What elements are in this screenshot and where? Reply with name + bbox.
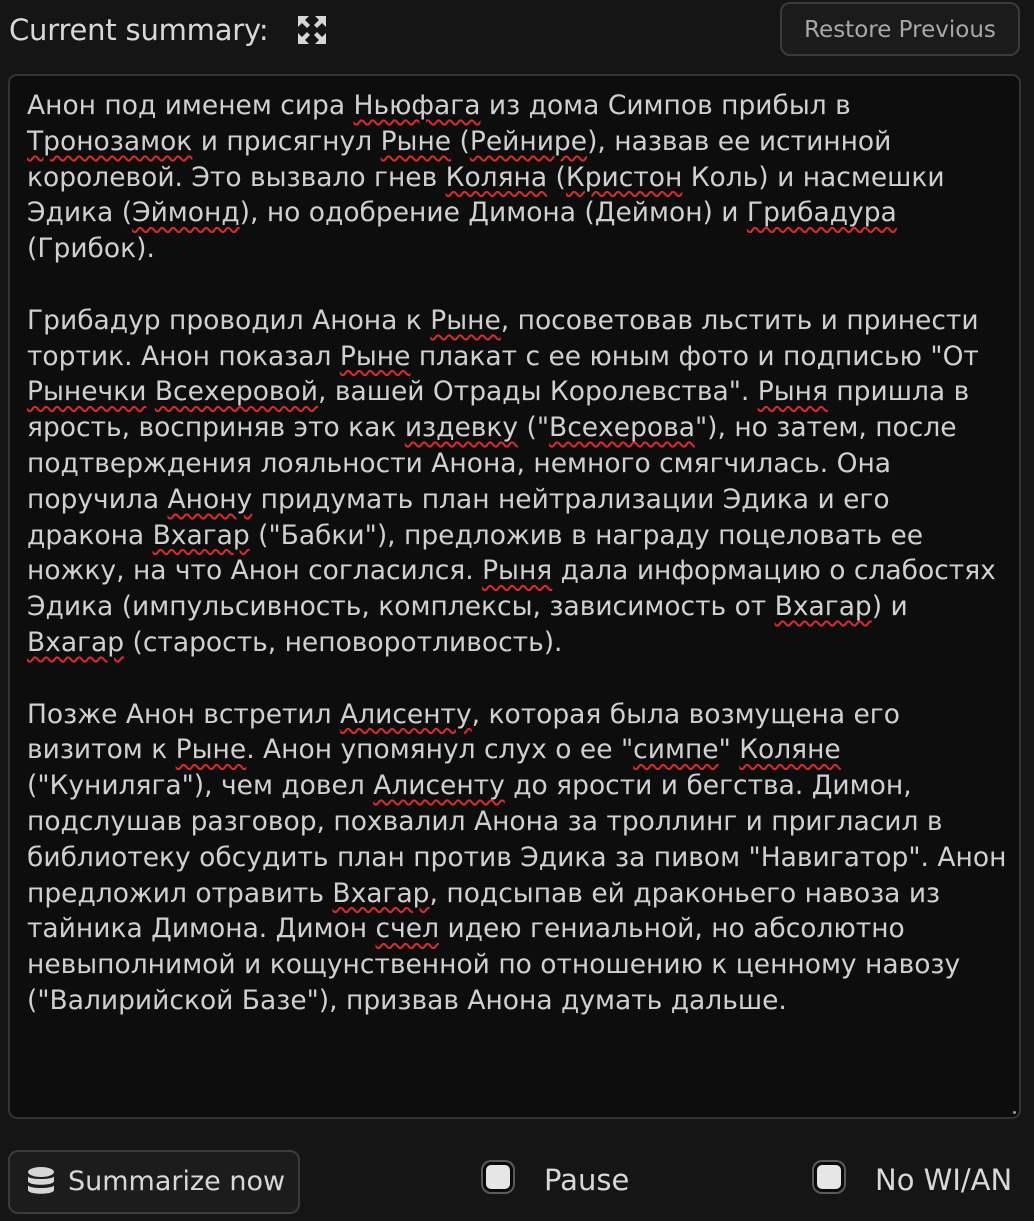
summary-textarea[interactable] (8, 74, 1021, 1119)
misspelled-word: Грибадура (746, 197, 897, 229)
misspelled-word: Рыня (482, 555, 553, 587)
text-run: дала информацию о слабостях Эдика (импульсивность, комплексы, зависимость от (27, 555, 996, 623)
text-run: , посоветовав льстить и принести тортик. Анон показал (27, 304, 979, 372)
summarize-now-label: Summarize now (68, 1166, 286, 1197)
misspelled-word: Рыне (380, 125, 452, 157)
misspelled-word: Рыня (757, 376, 828, 408)
summary-paragraph (27, 88, 1007, 267)
misspelled-word: Эймонд (132, 197, 240, 229)
text-run: ("Куниляга"), чем довел (27, 770, 374, 802)
misspelled-word: Вхагар (332, 877, 430, 909)
misspelled-word: Рыне (339, 340, 411, 372)
resize-grip[interactable] (1013, 1111, 1016, 1114)
text-run: плакат с ее юным фото и подписью "От (410, 340, 979, 372)
summary-text (27, 88, 1007, 1019)
text-run: идею гениальной, но абсолютно невыполнимой и кощунственной по отношению к ценному навозу ("Валирийской Базе"), призвав Анона думать дальше. (27, 913, 961, 1016)
misspelled-word: симпе (633, 734, 719, 766)
text-run: , подсыпав ей драконьего навоза из тайника Димона. Димон (27, 877, 941, 945)
text-run: Позже Анон встретил (27, 698, 341, 730)
text-run: ) и (871, 591, 908, 623)
text-run: (Грибок). (27, 233, 155, 265)
misspelled-word: Коляне (739, 734, 841, 766)
pause-label: Pause (544, 1163, 630, 1197)
misspelled-word: Ньюфага (353, 90, 481, 121)
text-run: ( (547, 161, 566, 193)
misspelled-word: Анону (167, 483, 253, 515)
restore-previous-button[interactable]: Restore Previous (780, 2, 1020, 56)
misspelled-word: Вхагар (27, 626, 125, 658)
misspelled-word: счел (375, 913, 440, 945)
no-wian-checkbox[interactable] (814, 1162, 844, 1192)
text-run: до ярости и бегства. Димон, подслушав разговор, похвалил Анона за троллинг и пригласил в библиотеку обсудить план против Эдика за пивом "Навигатор". Анон предложил отравить (27, 770, 1007, 909)
text-run: ), но одобрение Димона (Деймон) и (239, 197, 747, 229)
misspelled-word: Тронозамок (27, 125, 193, 157)
text-run: Грибадур проводил Анона к (27, 304, 431, 336)
misspelled-word: Всехерова (549, 412, 695, 444)
text-run: , вашей Отрады Королевства". (318, 376, 758, 408)
text-run: ("Бабки"), предложив в награду поцеловать ее ножку, на что Анон согласился. (27, 519, 924, 587)
misspelled-word: Алисенту (373, 770, 505, 802)
database-icon (26, 1167, 56, 1199)
text-run: ( (451, 125, 470, 157)
text-run: "), но затем, после подтверждения лояльности Анона, немного смягчилась. Она поручила (27, 412, 957, 515)
misspelled-word: Всехеровой (154, 376, 318, 408)
text-run: придумать план нейтрализации Эдика и его дракона (27, 483, 890, 551)
text-run: и присягнул (192, 125, 381, 157)
text-run: Коль) и насмешки Эдика ( (27, 161, 945, 229)
no-wian-label: No WI/AN (875, 1163, 1013, 1197)
misspelled-word: Рейнире (469, 125, 588, 157)
summary-title: Current summary: (9, 13, 269, 47)
pause-checkbox[interactable] (483, 1162, 513, 1192)
misspelled-word: Рыне (175, 734, 247, 766)
text-run: из дома Симпов прибыл в (480, 90, 851, 121)
text-run: пришла в ярость, восприняв это как (27, 376, 970, 444)
text-run: (старость, неповоротливость). (124, 626, 563, 658)
text-run: , которая была возмущена его визитом к (27, 698, 900, 766)
expand-arrows-icon[interactable] (297, 15, 327, 45)
text-run: Анон под именем сира (27, 90, 354, 121)
text-run: . Анон упомянул слух о ее " (246, 734, 634, 766)
text-run: (" (518, 412, 550, 444)
misspelled-word: Кристон (565, 161, 683, 193)
misspelled-word: Рыне (430, 304, 501, 336)
summary-paragraph (27, 303, 1007, 661)
misspelled-word: Вхагар (774, 591, 872, 623)
text-run: ), назвав ее истинной королевой. Это вызвало гнев (27, 125, 892, 193)
summary-footer (0, 1140, 1034, 1221)
text-run (146, 376, 154, 407)
summarize-now-button[interactable] (8, 1150, 300, 1214)
summary-paragraph (27, 697, 1007, 1019)
misspelled-word: Коляна (445, 161, 548, 193)
text-run: " (718, 734, 740, 766)
misspelled-word: Алисенту (340, 698, 472, 730)
misspelled-word: Рынечки (27, 376, 147, 408)
summary-header (0, 0, 1034, 62)
misspelled-word: издевку (404, 412, 519, 444)
misspelled-word: Вхагар (152, 519, 250, 551)
